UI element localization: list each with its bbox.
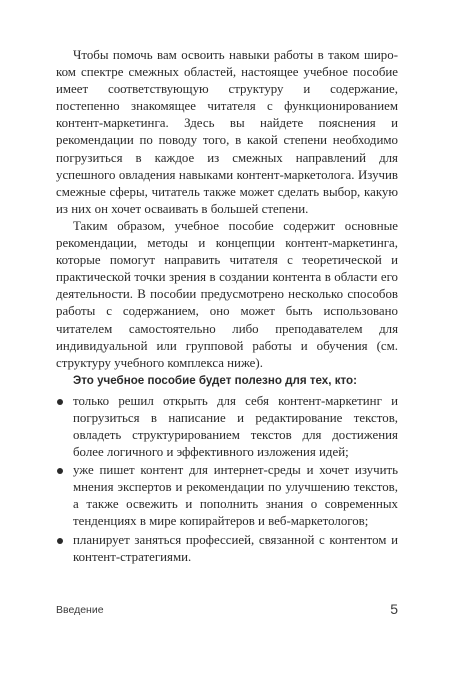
- list-item: [56, 532, 398, 566]
- paragraph: Чтобы помочь вам освоить навыки работы в таком широком спектре смежных областей, настоящее учебное пособие имеет соответствующую структуру и содержание, постепенно знакомящее читателя с функционированием контент-маркетинга. Здесь вы найдете пояснения и рекомендации по поводу того, в какой степени необходимо погрузиться в каждое из смежных направлений для успешного овладения навыками контент-маркетолога. Изучив смежные сферы, читатель также может сделать выбор, какую из них он хочет осваивать в большей степени.: [56, 48, 398, 216]
- list-item-text: уже пишет контент для интернет-среды и хочет изучить мнения экспертов и рекомендации по улучшению текстов, а также освежить и пополнить знания о современных тенденциях в мире копирайтеров и веб-маркетологов;: [73, 463, 398, 529]
- paragraph: Таким образом, учебное пособие содержит основные рекомендации, методы и концепции контент-маркетинга, которые помогут направить читателя с теоретической и практической точки зрения в создании контента в области его деятельности. В пособии предусмотрено несколько способов работы с содержанием, оно может быть использовано читателем самостоятельно либо преподавателем для индивидуальной или групповой работы и обучения (см. структуру учебного комплекса ниже).: [56, 218, 398, 370]
- list-item: [56, 393, 398, 461]
- list-item: [56, 462, 398, 530]
- footer-section-title: Введение: [56, 604, 104, 616]
- list-item-text: планирует заняться профессией, связанной с контентом и контент-стратегиями.: [73, 532, 398, 564]
- page-footer: [56, 601, 398, 619]
- bullet-dot-icon: [57, 399, 63, 405]
- audience-list: [56, 393, 398, 566]
- page-body: [56, 47, 398, 567]
- list-item-text: только решил открыть для себя контент-маркетинг и погрузиться в написание и редактирование текстов, овладеть структурированием текстов для достижения более логичного и эффективного изложения идей;: [73, 393, 398, 460]
- audience-heading: Это учебное пособие будет полезно для тех, кто:: [73, 373, 357, 387]
- page-number: 5: [390, 601, 398, 617]
- bullet-dot-icon: [57, 538, 63, 544]
- bullet-dot-icon: [57, 468, 63, 474]
